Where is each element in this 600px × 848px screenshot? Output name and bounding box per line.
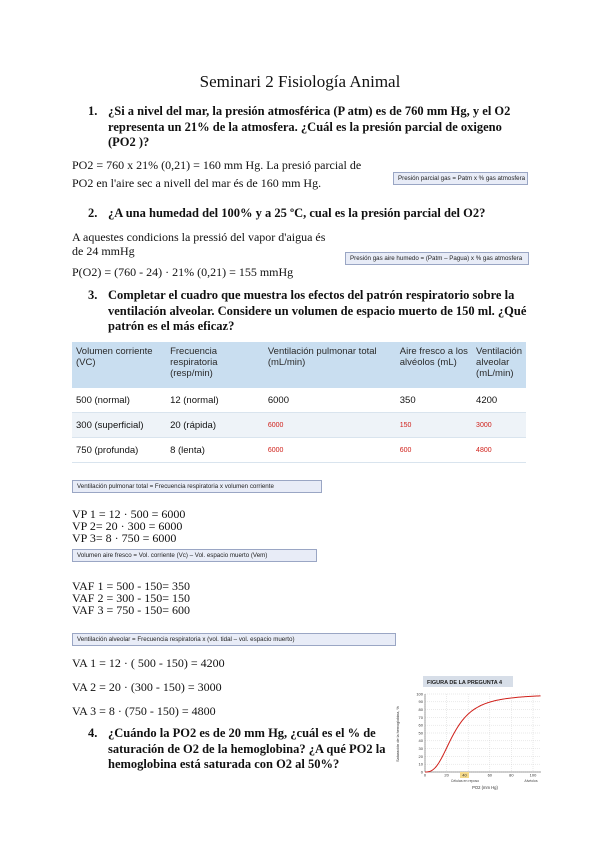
- table-header: Aire fresco a los alvéolos (mL): [396, 342, 472, 388]
- y-tick-label: 80: [418, 707, 423, 712]
- answer-2-line3: P(O2) = (760 - 24) · 21% (0,21) = 155 mmHg: [72, 265, 294, 279]
- table-header: Ventilación alveolar (mL/min): [472, 342, 526, 388]
- y-tick-label: 0: [420, 769, 423, 775]
- hemoglobin-saturation-figure: [395, 672, 545, 792]
- question-3: [88, 288, 528, 335]
- answer-1-line1: PO2 = 760 x 21% (0,21) = 160 mm Hg. La presió parcial de: [72, 158, 362, 172]
- va-line: VA 1 = 12 · ( 500 - 150) = 4200: [72, 656, 225, 670]
- formula-alveolar-ventilation: Ventilación alveolar = Frecuencia respiratoria x (vol. tidal – vol. espacio muerto): [72, 633, 396, 646]
- y-tick-label: 70: [418, 714, 423, 720]
- x-tick-label: 80: [509, 772, 514, 778]
- y-tick-label: 60: [418, 722, 423, 728]
- y-tick-label: 30: [418, 746, 423, 751]
- question-2: [88, 206, 528, 222]
- formula-total-ventilation: Ventilación pulmonar total = Frecuencia respiratoria x volumen corriente: [72, 480, 322, 493]
- question-2-number: 2.: [88, 206, 98, 220]
- table-header: Volumen corriente (VC): [72, 342, 166, 388]
- x-tick-label: 20: [444, 772, 449, 778]
- x-tick-label-40: 40: [462, 772, 467, 778]
- table-cell: 500 (normal): [72, 388, 166, 413]
- va-line: VA 2 = 20 · (300 - 150) = 3000: [72, 680, 222, 694]
- vaf-calculations: [72, 580, 190, 616]
- y-tick-label: 90: [418, 699, 423, 705]
- answer-2-line1: A aquestes condicions la pressió del vapor d'aigua és: [72, 230, 326, 244]
- x-axis-label: PO2 (mm Hg): [472, 785, 498, 790]
- table-row: [72, 388, 526, 413]
- y-axis-label: Saturación de la hemoglobina, %: [396, 706, 400, 762]
- table-header: Ventilación pulmonar total (mL/min): [264, 342, 396, 388]
- vp-line: VP 1 = 12 · 500 = 6000: [72, 507, 186, 521]
- table-header: Frecuencia respiratoria (resp/min): [166, 342, 264, 388]
- question-3-text: Completar el cuadro que muestra los efectos del patrón respiratorio sobre la ventilación alveolar. Considere un volumen de espacio muerto de 150 ml. ¿Qué patrón es el más eficaz?: [108, 288, 527, 333]
- question-1-number: 1.: [88, 104, 98, 118]
- question-2-text: ¿A una humedad del 100% y a 25 ºC, cual es la presión parcial del O2?: [108, 206, 486, 220]
- table-cell: 3000: [472, 413, 526, 438]
- ventilation-table: [72, 342, 526, 463]
- answer-2-line2: de 24 mmHg: [72, 244, 135, 258]
- vaf-line: VAF 1 = 500 - 150= 350: [72, 579, 190, 593]
- table-row: [72, 438, 526, 463]
- table-cell: 600: [396, 438, 472, 463]
- question-4-number: 4.: [88, 726, 98, 740]
- question-1-text: ¿Si a nivel del mar, la presión atmosférica (P atm) es de 760 mm Hg, y el O2 representa un 21% de la atmosfera. ¿Cuál es la presión parcial de oxigeno (PO2 )?: [108, 104, 511, 149]
- table-cell: 12 (normal): [166, 388, 264, 413]
- y-tick-label: 40: [418, 738, 423, 744]
- question-1: [88, 104, 528, 151]
- table-cell: 300 (superficial): [72, 413, 166, 438]
- table-cell: 750 (profunda): [72, 438, 166, 463]
- question-4-text: ¿Cuándo la PO2 es de 20 mm Hg, ¿cuál es el % de saturación de O2 de la hemoglobina? ¿A qué PO2 la hemoglobina está saturada con O2 al 50%?: [108, 726, 386, 771]
- question-4: [88, 726, 388, 773]
- vp-calculations: [72, 508, 185, 544]
- va-line: VA 3 = 8 · (750 - 150) = 4800: [72, 704, 216, 718]
- table-cell: 8 (lenta): [166, 438, 264, 463]
- table-cell: 20 (rápida): [166, 413, 264, 438]
- table-cell: 6000: [264, 438, 396, 463]
- table-cell: 6000: [264, 388, 396, 413]
- table-cell: 350: [396, 388, 472, 413]
- vaf-line: VAF 3 = 750 - 150= 600: [72, 603, 190, 617]
- formula-humid-pressure: Presión gas aire humedo = (Patm – Pagua) x % gas atmosfera: [345, 252, 529, 265]
- x-tick-label: 60: [487, 772, 493, 778]
- label-resting-cells: Células en reposo: [450, 779, 480, 783]
- table-header-row: [72, 342, 526, 388]
- vp-line: VP 3= 8 · 750 = 6000: [72, 531, 177, 545]
- answer-1-line2: PO2 en l'aire sec a nivell del mar és de 160 mm Hg.: [72, 176, 322, 190]
- y-tick-label: 10: [418, 761, 423, 767]
- figure-title: FIGURA DE LA PREGUNTA 4: [427, 680, 503, 686]
- label-alveoli: Alvéolos: [524, 779, 538, 783]
- question-3-number: 3.: [88, 288, 98, 302]
- table-cell: 6000: [264, 413, 396, 438]
- formula-fresh-air: Volumen aire fresco = Vol. corriente (Vc) – Vol. espacio muerto (Vem): [72, 549, 317, 562]
- vaf-line: VAF 2 = 300 - 150= 150: [72, 591, 190, 605]
- y-tick-label: 20: [418, 753, 423, 759]
- table-cell: 4800: [472, 438, 526, 463]
- y-tick-label: 100: [416, 691, 423, 697]
- x-tick-label: 0: [423, 772, 427, 778]
- table-row: [72, 413, 526, 438]
- x-tick-label: 100: [529, 772, 537, 778]
- table-cell: 4200: [472, 388, 526, 413]
- page-title: Seminari 2 Fisiología Animal: [199, 72, 401, 91]
- formula-partial-pressure: Presión parcial gas = Patm x % gas atmosfera: [393, 172, 528, 185]
- table-cell: 150: [396, 413, 472, 438]
- y-tick-label: 50: [418, 730, 423, 736]
- vp-line: VP 2= 20 · 300 = 6000: [72, 519, 183, 533]
